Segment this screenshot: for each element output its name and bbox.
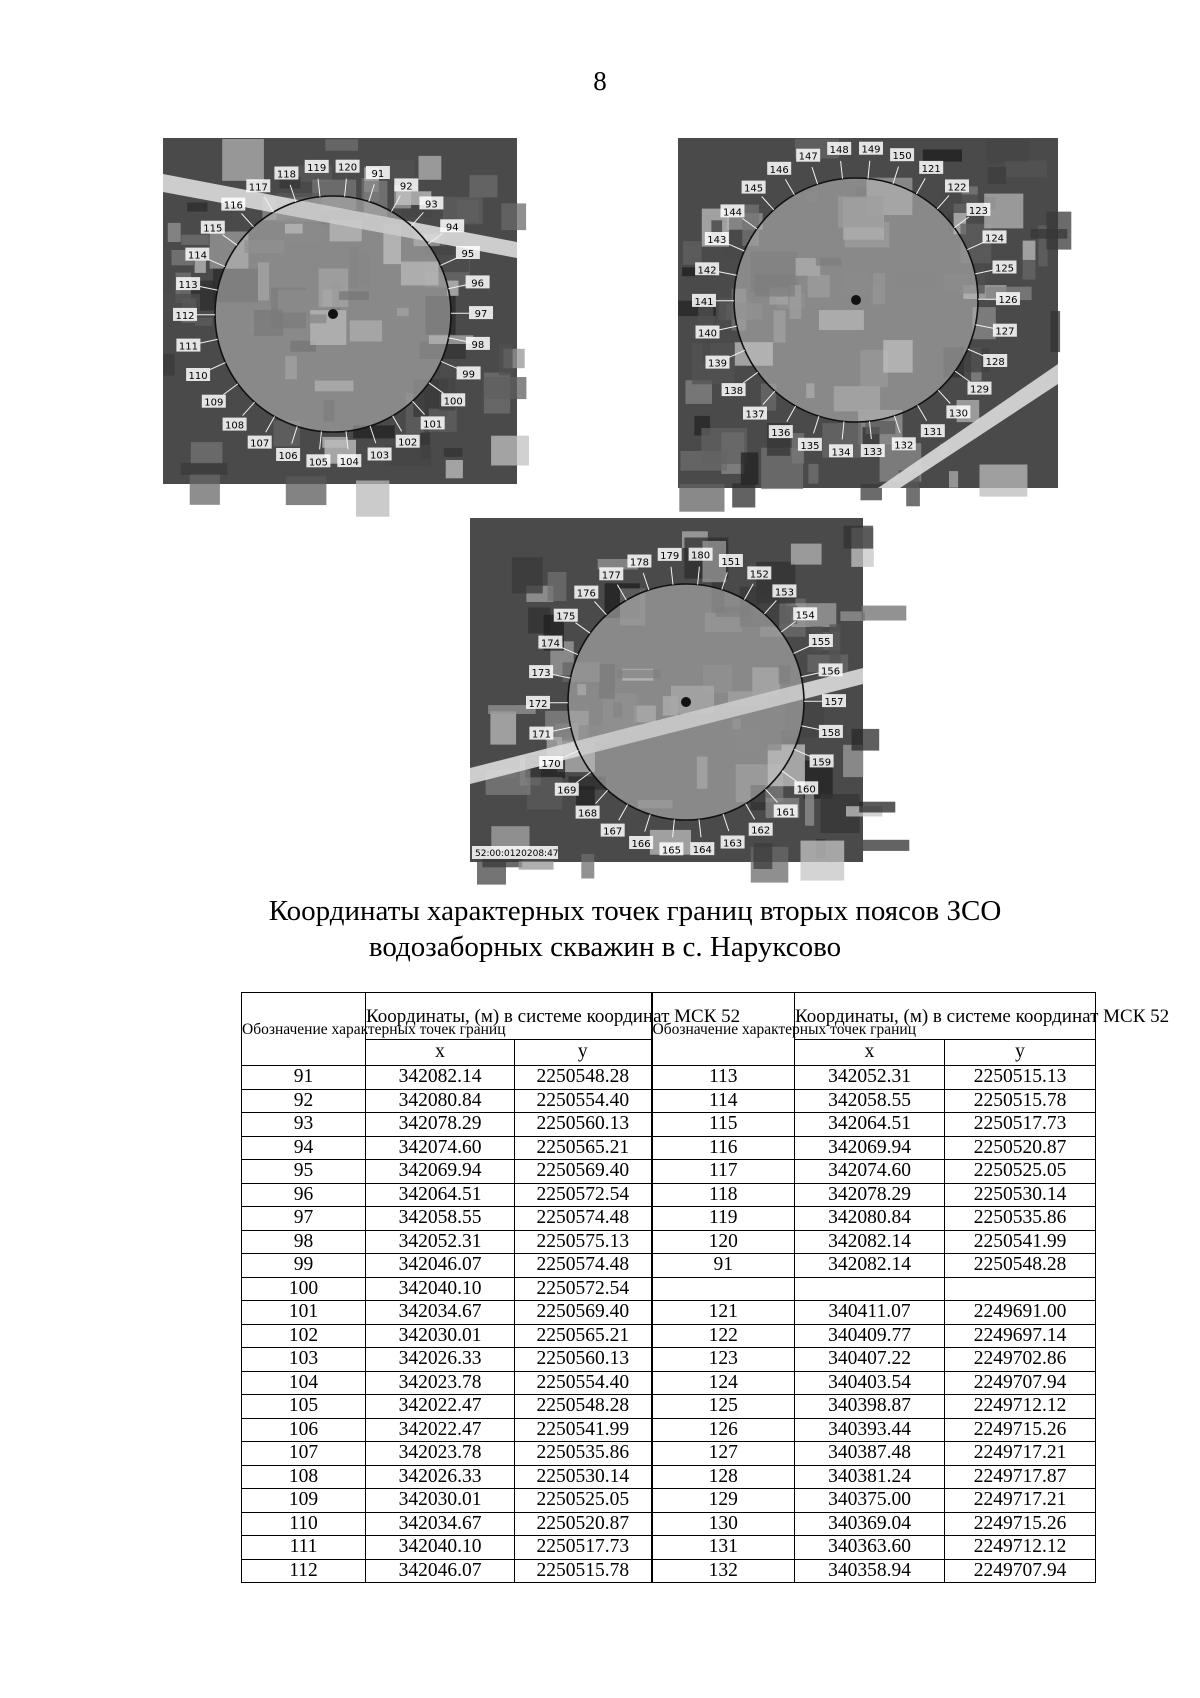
left-y-cell: 2250548.28 <box>515 1066 652 1090</box>
point-label: 173 <box>531 668 551 680</box>
left-y-cell: 2250560.13 <box>515 1348 652 1372</box>
point-label: 127 <box>995 326 1015 338</box>
point-label: 104 <box>339 457 359 469</box>
left-x-cell: 342046.07 <box>366 1559 515 1583</box>
header-x-left: x <box>366 1040 515 1066</box>
point-label: 145 <box>744 183 764 195</box>
right-point-cell <box>652 1277 795 1301</box>
point-label: 151 <box>721 557 741 568</box>
right-x-cell: 340403.54 <box>795 1371 945 1395</box>
table-row <box>242 1536 1096 1560</box>
left-x-cell: 342082.14 <box>366 1066 515 1090</box>
right-y-cell: 2249702.86 <box>945 1348 1096 1372</box>
point-label: 120 <box>338 162 358 174</box>
left-y-cell: 2250569.40 <box>515 1301 652 1325</box>
table-row <box>242 1089 1096 1113</box>
right-x-cell: 342082.14 <box>795 1254 945 1278</box>
point-label: 165 <box>661 845 681 857</box>
table-row <box>242 1489 1096 1513</box>
point-label: 125 <box>994 263 1015 275</box>
table-row <box>242 1465 1096 1489</box>
point-label: 157 <box>824 697 844 709</box>
left-point-cell: 111 <box>242 1536 366 1560</box>
point-label: 162 <box>751 825 771 837</box>
right-x-cell: 340369.04 <box>795 1512 945 1536</box>
left-point-cell: 107 <box>242 1442 366 1466</box>
right-x-cell: 340375.00 <box>795 1489 945 1513</box>
left-point-cell: 91 <box>242 1066 366 1090</box>
point-label: 106 <box>278 451 298 462</box>
point-label: 170 <box>541 759 561 770</box>
coordinates-table <box>241 992 1170 1583</box>
right-y-cell: 2250541.99 <box>945 1230 1096 1254</box>
left-point-cell: 110 <box>242 1512 366 1536</box>
right-y-cell: 2250525.05 <box>945 1160 1096 1184</box>
point-label: 167 <box>603 826 623 838</box>
right-point-cell: 127 <box>652 1442 795 1466</box>
point-label: 153 <box>774 587 794 599</box>
header-y-right: y <box>945 1040 1096 1066</box>
table-row <box>242 1277 1096 1301</box>
point-label: 98 <box>471 339 485 351</box>
point-label: 154 <box>795 610 815 622</box>
right-x-cell: 340398.87 <box>795 1395 945 1419</box>
right-point-cell: 122 <box>652 1324 795 1348</box>
right-y-cell: 2249717.21 <box>945 1442 1096 1466</box>
left-x-cell: 342026.33 <box>366 1465 515 1489</box>
point-label: 92 <box>399 181 413 193</box>
table-row <box>242 1512 1096 1536</box>
left-x-cell: 342080.84 <box>366 1089 515 1113</box>
right-point-cell: 91 <box>652 1254 795 1278</box>
aerial-photo <box>163 138 517 484</box>
right-y-cell: 2249707.94 <box>945 1559 1096 1583</box>
right-point-cell: 120 <box>652 1230 795 1254</box>
point-label: 95 <box>461 249 475 260</box>
right-y-cell: 2249691.00 <box>945 1301 1096 1325</box>
caption-line-1: Координаты характерных точек границ вторых поясов ЗСО <box>268 895 1002 927</box>
right-point-cell: 119 <box>652 1207 795 1231</box>
right-point-cell: 118 <box>652 1183 795 1207</box>
point-label: 91 <box>371 169 385 180</box>
point-label: 116 <box>223 200 243 212</box>
left-x-cell: 342040.10 <box>366 1277 515 1301</box>
left-x-cell: 342046.07 <box>366 1254 515 1278</box>
table-row <box>242 1442 1096 1466</box>
right-x-cell: 340358.94 <box>795 1559 945 1583</box>
left-y-cell: 2250525.05 <box>515 1489 652 1513</box>
left-point-cell: 103 <box>242 1348 366 1372</box>
right-point-cell: 116 <box>652 1136 795 1160</box>
point-label: 124 <box>984 233 1005 245</box>
header-coords-right: Координаты, (м) в системе координат МСК 52 <box>795 993 1096 1040</box>
point-label: 135 <box>800 440 820 452</box>
point-label: 112 <box>175 310 195 322</box>
header-point-left: Обозначение характерных точек границ <box>242 993 366 1066</box>
header-point-right: Обозначение характерных точек границ <box>652 993 795 1066</box>
point-label: 126 <box>998 295 1018 307</box>
caption-line-2: водозаборных скважин в с. Наруксово <box>368 931 842 963</box>
point-label: 132 <box>894 440 914 452</box>
point-label: 102 <box>398 437 418 449</box>
coordinates-table-body <box>242 1066 1096 1583</box>
right-y-cell: 2249715.26 <box>945 1418 1096 1442</box>
right-point-cell: 123 <box>652 1348 795 1372</box>
right-x-cell: 342080.84 <box>795 1207 945 1231</box>
point-label: 180 <box>691 550 711 562</box>
right-point-cell: 128 <box>652 1465 795 1489</box>
left-x-cell: 342022.47 <box>366 1418 515 1442</box>
point-label: 118 <box>276 169 296 181</box>
left-y-cell: 2250574.48 <box>515 1207 652 1231</box>
point-label: 109 <box>204 397 224 409</box>
table-row <box>242 1348 1096 1372</box>
left-y-cell: 2250554.40 <box>515 1371 652 1395</box>
left-x-cell: 342023.78 <box>366 1442 515 1466</box>
left-point-cell: 95 <box>242 1160 366 1184</box>
left-x-cell: 342064.51 <box>366 1183 515 1207</box>
left-y-cell: 2250517.73 <box>515 1536 652 1560</box>
right-x-cell: 340381.24 <box>795 1465 945 1489</box>
table-row <box>242 1324 1096 1348</box>
left-y-cell: 2250548.28 <box>515 1395 652 1419</box>
right-y-cell: 2250515.13 <box>945 1066 1096 1090</box>
right-x-cell: 342078.29 <box>795 1183 945 1207</box>
point-label: 179 <box>660 550 680 562</box>
point-label: 174 <box>540 638 560 650</box>
left-point-cell: 94 <box>242 1136 366 1160</box>
left-point-cell: 108 <box>242 1465 366 1489</box>
point-label: 150 <box>892 151 912 163</box>
point-label: 160 <box>796 784 816 796</box>
point-label: 178 <box>629 557 649 569</box>
left-y-cell: 2250535.86 <box>515 1442 652 1466</box>
left-point-cell: 101 <box>242 1301 366 1325</box>
right-x-cell: 342082.14 <box>795 1230 945 1254</box>
point-label: 149 <box>861 144 881 156</box>
page-number: 8 <box>593 66 607 96</box>
left-x-cell: 342034.67 <box>366 1512 515 1536</box>
right-y-cell: 2249717.87 <box>945 1465 1096 1489</box>
table-row <box>242 1371 1096 1395</box>
aerial-photo <box>470 518 863 862</box>
point-label: 122 <box>947 182 967 194</box>
left-x-cell: 342052.31 <box>366 1230 515 1254</box>
right-point-cell: 125 <box>652 1395 795 1419</box>
aerial-map-wells-121-150 <box>678 138 1058 488</box>
point-label: 129 <box>969 384 990 396</box>
table-row <box>242 1113 1096 1137</box>
right-point-cell: 132 <box>652 1559 795 1583</box>
right-x-cell: 340363.60 <box>795 1536 945 1560</box>
right-point-cell: 117 <box>652 1160 795 1184</box>
point-label: 119 <box>307 162 327 174</box>
right-point-cell: 130 <box>652 1512 795 1536</box>
table-caption <box>0 893 1200 965</box>
right-y-cell: 2250535.86 <box>945 1207 1096 1231</box>
point-label: 96 <box>471 278 484 290</box>
left-point-cell: 92 <box>242 1089 366 1113</box>
left-y-cell: 2250565.21 <box>515 1324 652 1348</box>
header-coords-left: Координаты, (м) в системе координат МСК 52 <box>366 993 652 1040</box>
right-y-cell: 2250515.78 <box>945 1089 1096 1113</box>
left-point-cell: 112 <box>242 1559 366 1583</box>
point-label: 158 <box>821 727 841 739</box>
point-label: 111 <box>178 341 198 353</box>
point-label: 164 <box>692 845 712 857</box>
point-label: 141 <box>694 296 714 308</box>
left-point-cell: 106 <box>242 1418 366 1442</box>
left-x-cell: 342026.33 <box>366 1348 515 1372</box>
left-y-cell: 2250560.13 <box>515 1113 652 1137</box>
table-row <box>242 1207 1096 1231</box>
header-y-left: y <box>515 1040 652 1066</box>
right-x-cell: 340407.22 <box>795 1348 945 1372</box>
left-x-cell: 342040.10 <box>366 1536 515 1560</box>
left-x-cell: 342023.78 <box>366 1371 515 1395</box>
point-label: 147 <box>798 151 818 163</box>
right-point-cell: 126 <box>652 1418 795 1442</box>
point-label: 168 <box>578 808 598 820</box>
right-point-cell: 113 <box>652 1066 795 1090</box>
table-row <box>242 1395 1096 1419</box>
right-y-cell <box>945 1277 1096 1301</box>
right-point-cell: 115 <box>652 1113 795 1137</box>
point-label: 137 <box>745 409 765 421</box>
point-label: 172 <box>528 698 548 710</box>
left-y-cell: 2250515.78 <box>515 1559 652 1583</box>
right-x-cell: 340387.48 <box>795 1442 945 1466</box>
left-y-cell: 2250569.40 <box>515 1160 652 1184</box>
table-row <box>242 1160 1096 1184</box>
point-label: 130 <box>948 408 968 420</box>
point-label: 131 <box>923 427 943 439</box>
point-label: 177 <box>601 570 621 582</box>
right-y-cell: 2250548.28 <box>945 1254 1096 1278</box>
aerial-map-wells-151-180 <box>470 518 863 862</box>
right-y-cell: 2249712.12 <box>945 1536 1096 1560</box>
table-row <box>242 1183 1096 1207</box>
right-x-cell: 342052.31 <box>795 1066 945 1090</box>
left-y-cell: 2250520.87 <box>515 1512 652 1536</box>
left-y-cell: 2250565.21 <box>515 1136 652 1160</box>
left-point-cell: 105 <box>242 1395 366 1419</box>
table-row <box>242 1230 1096 1254</box>
point-label: 115 <box>203 223 223 235</box>
table-row <box>242 1136 1096 1160</box>
aerial-map-wells-91-120 <box>163 138 517 484</box>
table-row <box>242 1254 1096 1278</box>
right-point-cell: 124 <box>652 1371 795 1395</box>
right-y-cell: 2250520.87 <box>945 1136 1096 1160</box>
left-x-cell: 342030.01 <box>366 1489 515 1513</box>
point-label: 163 <box>723 838 743 850</box>
right-point-cell: 129 <box>652 1489 795 1513</box>
right-x-cell: 342058.55 <box>795 1089 945 1113</box>
point-label: 152 <box>749 569 769 581</box>
left-point-cell: 93 <box>242 1113 366 1137</box>
point-label: 97 <box>474 309 488 321</box>
left-x-cell: 342030.01 <box>366 1324 515 1348</box>
aerial-photo <box>678 138 1058 488</box>
right-y-cell: 2249717.21 <box>945 1489 1096 1513</box>
point-label: 99 <box>462 369 475 381</box>
point-label: 108 <box>225 420 245 432</box>
point-label: 136 <box>771 428 791 440</box>
right-y-cell: 2249715.26 <box>945 1512 1096 1536</box>
point-label: 94 <box>445 222 459 234</box>
right-y-cell: 2249712.12 <box>945 1395 1096 1419</box>
right-x-cell: 340393.44 <box>795 1418 945 1442</box>
point-label: 146 <box>769 164 789 176</box>
left-point-cell: 96 <box>242 1183 366 1207</box>
left-y-cell: 2250530.14 <box>515 1465 652 1489</box>
right-x-cell: 340409.77 <box>795 1324 945 1348</box>
left-x-cell: 342034.67 <box>366 1301 515 1325</box>
point-label: 143 <box>707 235 727 246</box>
point-label: 134 <box>831 447 851 459</box>
point-label: 121 <box>921 163 941 175</box>
left-point-cell: 102 <box>242 1324 366 1348</box>
left-point-cell: 97 <box>242 1207 366 1231</box>
left-point-cell: 99 <box>242 1254 366 1278</box>
table-row <box>242 1559 1096 1583</box>
point-label: 114 <box>187 250 207 262</box>
left-x-cell: 342022.47 <box>366 1395 515 1419</box>
point-label: 93 <box>425 199 438 211</box>
table-row <box>242 1066 1096 1090</box>
right-x-cell: 340411.07 <box>795 1301 945 1325</box>
point-label: 144 <box>722 207 743 219</box>
point-label: 156 <box>821 666 841 678</box>
right-x-cell <box>795 1277 945 1301</box>
point-label: 123 <box>968 205 988 217</box>
point-label: 128 <box>985 357 1005 368</box>
left-y-cell: 2250572.54 <box>515 1183 652 1207</box>
point-label: 175 <box>556 611 576 623</box>
point-label: 103 <box>370 450 390 462</box>
left-y-cell: 2250575.13 <box>515 1230 652 1254</box>
point-label: 148 <box>829 144 849 156</box>
left-x-cell: 342074.60 <box>366 1136 515 1160</box>
point-label: 105 <box>308 457 328 469</box>
point-label: 176 <box>576 588 596 600</box>
header-x-right: x <box>795 1040 945 1066</box>
point-label: 171 <box>531 729 551 741</box>
point-label: 113 <box>178 280 198 292</box>
left-y-cell: 2250572.54 <box>515 1277 652 1301</box>
right-x-cell: 342074.60 <box>795 1160 945 1184</box>
right-y-cell: 2249707.94 <box>945 1371 1096 1395</box>
left-x-cell: 342069.94 <box>366 1160 515 1184</box>
point-label: 100 <box>443 396 463 408</box>
left-x-cell: 342058.55 <box>366 1207 515 1231</box>
right-x-cell: 342069.94 <box>795 1136 945 1160</box>
point-label: 155 <box>811 637 831 648</box>
left-y-cell: 2250554.40 <box>515 1089 652 1113</box>
left-x-cell: 342078.29 <box>366 1113 515 1137</box>
cadastral-number-label: 52:00:0120208:47 <box>475 849 559 859</box>
point-label: 159 <box>812 757 832 769</box>
point-label: 140 <box>697 328 718 340</box>
point-label: 107 <box>250 438 270 450</box>
right-point-cell: 131 <box>652 1536 795 1560</box>
point-label: 117 <box>248 182 268 194</box>
point-label: 110 <box>188 371 208 382</box>
point-label: 133 <box>863 447 883 459</box>
point-label: 138 <box>724 386 744 398</box>
point-label: 139 <box>707 358 728 370</box>
left-y-cell: 2250574.48 <box>515 1254 652 1278</box>
left-point-cell: 104 <box>242 1371 366 1395</box>
point-label: 161 <box>776 807 796 819</box>
left-point-cell: 98 <box>242 1230 366 1254</box>
right-y-cell: 2249697.14 <box>945 1324 1096 1348</box>
right-x-cell: 342064.51 <box>795 1113 945 1137</box>
right-point-cell: 114 <box>652 1089 795 1113</box>
left-y-cell: 2250541.99 <box>515 1418 652 1442</box>
left-point-cell: 109 <box>242 1489 366 1513</box>
right-y-cell: 2250530.14 <box>945 1183 1096 1207</box>
right-point-cell: 121 <box>652 1301 795 1325</box>
point-label: 142 <box>697 265 717 277</box>
left-point-cell: 100 <box>242 1277 366 1301</box>
table-row <box>242 1418 1096 1442</box>
point-label: 169 <box>557 785 577 797</box>
point-label: 101 <box>423 419 443 431</box>
point-label: 166 <box>631 839 651 850</box>
table-row <box>242 1301 1096 1325</box>
right-y-cell: 2250517.73 <box>945 1113 1096 1137</box>
